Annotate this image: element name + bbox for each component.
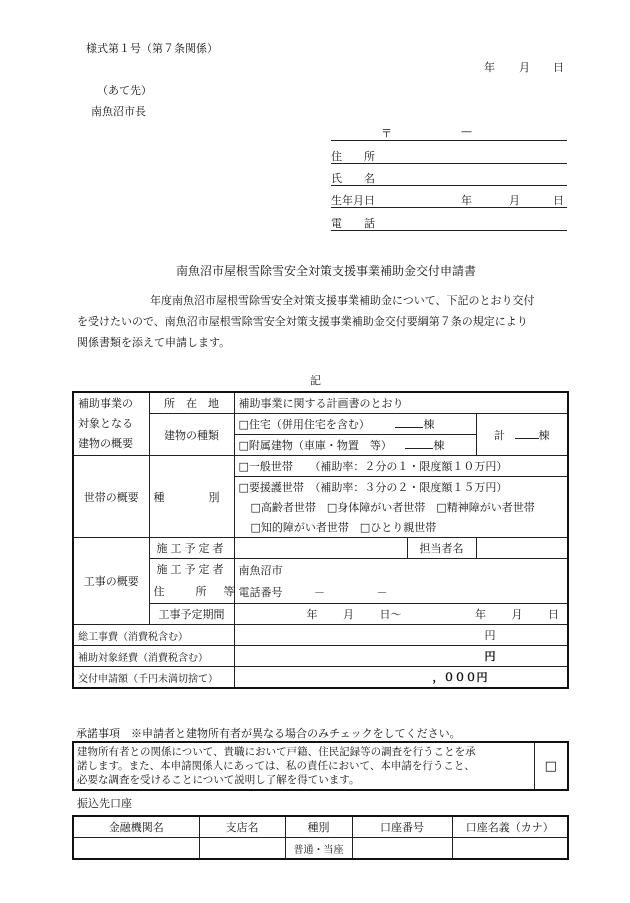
request-amount-value[interactable]: ，０００円 xyxy=(234,667,568,689)
consent-checkbox[interactable]: □ xyxy=(534,742,568,790)
support-sub-options-2[interactable]: □知的障がい者世帯 □ひとり親世帯 xyxy=(234,517,568,538)
total-cost-label: 総工事費（消費税含む） xyxy=(73,625,234,646)
form-number: 様式第１号（第７条関係） xyxy=(86,42,218,55)
address-label: 住 所 xyxy=(331,150,375,163)
annex-option[interactable]: □附属建物（車庫・物置 等） 棟 xyxy=(234,435,476,456)
bank-institution-value[interactable] xyxy=(73,838,199,860)
bank-header-institution: 金融機関名 xyxy=(73,816,199,838)
request-amount-label: 交付申請額（千円未満切捨て） xyxy=(73,667,234,689)
birth-day: 日 xyxy=(553,194,564,207)
general-household-option[interactable]: □一般世帯 （補助率：２分の１・限度額１０万円） xyxy=(234,456,568,477)
support-sub-options-1[interactable]: □高齢者世帯 □身体障がい者世帯 □精神障がい者世帯 xyxy=(234,497,568,517)
postal-line[interactable] xyxy=(331,126,567,141)
contractor-address-label: 施工予定者 住 所 等 xyxy=(149,559,234,604)
phone-label: 電 話 xyxy=(331,217,375,230)
period-label: 工事予定期間 xyxy=(149,604,234,625)
bank-table xyxy=(72,815,569,860)
birth-year: 年 xyxy=(461,194,472,207)
body-line-1: 年度南魚沼市屋根雪除雪安全対策支援事業補助金について、下記のとおり交付 xyxy=(150,294,535,307)
bank-branch-value[interactable] xyxy=(199,838,285,860)
type-label: 種 別 xyxy=(149,456,234,538)
contractor-city[interactable]: 南魚沼市 xyxy=(234,559,568,582)
bank-header-type: 種別 xyxy=(285,816,352,838)
postal-mark: 〒 xyxy=(381,127,392,140)
bank-header-branch: 支店名 xyxy=(199,816,285,838)
addressee-label: （あて先） xyxy=(97,84,152,97)
bank-heading: 振込先口座 xyxy=(77,797,132,810)
contractor-value[interactable] xyxy=(234,538,407,559)
total-cost-value[interactable]: 円 xyxy=(234,625,568,646)
date-year: 年 xyxy=(484,61,495,74)
eligible-cost-label: 補助対象経費（消費税含む） xyxy=(73,646,234,667)
birthdate-label: 生年月日 xyxy=(331,194,375,207)
location-label: 所 在 地 xyxy=(149,392,234,414)
work-section-label: 工事の概要 xyxy=(73,538,149,625)
body-line-2: を受けたいので、南魚沼市屋根雪除雪安全対策支援事業補助金交付要綱第７条の規定により xyxy=(77,315,528,328)
total-buildings[interactable]: 計 棟 xyxy=(476,414,568,456)
phone-line[interactable] xyxy=(331,216,567,231)
bank-header-holder: 口座名義（カナ） xyxy=(452,816,568,838)
date-month: 月 xyxy=(519,61,530,74)
contractor-phone[interactable]: 電話番号 － － xyxy=(234,581,568,604)
birth-month: 月 xyxy=(509,194,520,207)
support-household-option[interactable]: □要援護世帯 （補助率：３分の２・限度額１５万円） xyxy=(234,477,568,498)
bank-account-number[interactable] xyxy=(352,838,452,860)
addressee-name: 南魚沼市長 xyxy=(91,105,146,118)
ki-label: 記 xyxy=(310,374,321,387)
consent-text: 建物所有者との関係について、貴職において戸籍、住民記録等の調査を行うことを承 諾します。また、本申請関係人にあっては、私の責任において、本申請を行うこと、 必要な調査を受けることについて説明し了解を得ています。 xyxy=(73,742,534,790)
location-value: 補助事業に関する計画書のとおり xyxy=(234,392,568,414)
consent-heading: 承諾事項 ※申請者と建物所有者が異なる場合のみチェックをしてください。 xyxy=(76,727,461,740)
person-in-charge-label: 担当者名 xyxy=(407,538,476,559)
person-in-charge-value[interactable] xyxy=(476,538,568,559)
name-label: 氏 名 xyxy=(331,172,375,185)
bank-account-holder[interactable] xyxy=(452,838,568,860)
name-line[interactable] xyxy=(331,171,567,186)
building-section-label: 補助事業の 対象となる 建物の概要 xyxy=(73,392,149,456)
application-table xyxy=(72,391,569,689)
bank-account-type[interactable]: 普通・当座 xyxy=(285,838,352,860)
page-title: 南魚沼市屋根雪除雪安全対策支援事業補助金交付申請書 xyxy=(176,264,477,278)
birthdate-line[interactable] xyxy=(331,193,567,208)
date-day: 日 xyxy=(553,61,564,74)
consent-table xyxy=(72,741,569,791)
house-option[interactable]: □住宅（併用住宅を含む） 棟 xyxy=(234,414,476,435)
contractor-label: 施工予定者 xyxy=(149,538,234,559)
postal-dash: — xyxy=(461,125,472,138)
eligible-cost-value[interactable]: 円 xyxy=(234,646,568,667)
building-type-label: 建物の種類 xyxy=(149,414,234,456)
bank-header-number: 口座番号 xyxy=(352,816,452,838)
body-line-3: 関係書類を添えて申請します。 xyxy=(77,336,231,349)
period-value[interactable]: 年 月 日〜 年 月 日 xyxy=(234,604,568,625)
household-section-label: 世帯の概要 xyxy=(73,456,149,538)
address-line[interactable] xyxy=(331,149,567,164)
